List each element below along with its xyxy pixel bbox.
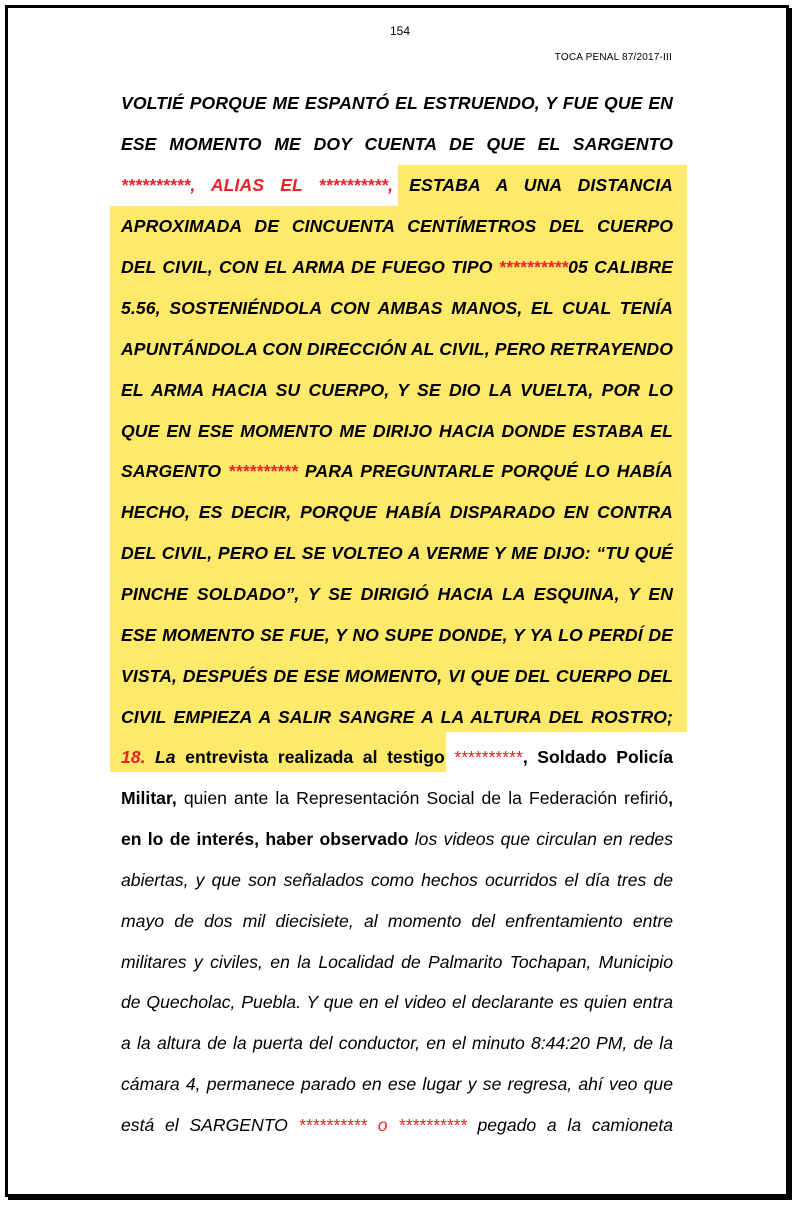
text-line: QUE EN ESE MOMENTO ME DIRIJO HACIA DONDE ESTABA EL [121, 421, 673, 441]
text-line: PINCHE SOLDADO”, Y SE DIRIGIÓ HACIA LA ESQUINA, Y EN [121, 584, 673, 604]
text-line: EL ARMA HACIA SU CUERPO, Y SE DIO LA VUELTA, POR LO [121, 380, 673, 400]
text-line: SARGENTO ********** PARA PREGUNTARLE PORQUÉ LO HABÍA [121, 461, 673, 481]
paragraph-number: 18. [121, 747, 146, 767]
redacted-text: ********** [298, 1115, 368, 1135]
page-number: 154 [389, 24, 411, 38]
text-line: **********, ALIAS EL **********, ESTABA A UNA DISTANCIA [121, 175, 673, 195]
case-reference: TOCA PENAL 87/2017-III [554, 52, 672, 63]
text-line: ESE MOMENTO ME DOY CUENTA DE QUE EL SARGENTO [121, 134, 673, 154]
text-line: HECHO, ES DECIR, PORQUE HABÍA DISPARADO EN CONTRA [121, 502, 673, 522]
text-line: DEL CIVIL, PERO EL SE VOLTEO A VERME Y ME DIJO: “TU QUÉ [121, 543, 673, 563]
text-line: en lo de interés, haber observado los videos que circulan en redes [121, 829, 673, 849]
redacted-text: ********** [398, 1115, 467, 1135]
text-line: ESE MOMENTO SE FUE, Y NO SUPE DONDE, Y YA LO PERDÍ DE [121, 625, 673, 645]
text-line: 5.56, SOSTENIÉNDOLA CON AMBAS MANOS, EL CUAL TENÍA [121, 298, 673, 318]
text-line: VOLTIÉ PORQUE ME ESPANTÓ EL ESTRUENDO, Y FUE QUE EN [121, 93, 673, 113]
text-line: DEL CIVIL, CON EL ARMA DE FUEGO TIPO **********05 CALIBRE [121, 257, 673, 277]
text-line: de Quecholac, Puebla. Y que en el video el declarante es quien entra [121, 992, 673, 1012]
text-line: APROXIMADA DE CINCUENTA CENTÍMETROS DEL CUERPO [121, 216, 673, 236]
redacted-text: ********** [228, 461, 298, 481]
redacted-text: **********, ALIAS EL **********, [121, 175, 394, 195]
text-line: APUNTÁNDOLA CON DIRECCIÓN AL CIVIL, PERO RETRAYENDO [121, 339, 673, 359]
text-line: a la altura de la puerta del conductor, en el minuto 8:44:20 PM, de la [121, 1033, 673, 1053]
text-line: CIVIL EMPIEZA A SALIR SANGRE A LA ALTURA DEL ROSTRO; [121, 707, 673, 727]
text-line: está el SARGENTO ********** o ********** pegado a la camioneta [121, 1115, 674, 1135]
text-line: mayo de dos mil diecisiete, al momento del enfrentamiento entre [121, 911, 673, 931]
text-line: abiertas, y que son señalados como hechos ocurridos el día tres de [121, 870, 673, 890]
text-line: militares y civiles, en la Localidad de Palmarito Tochapan, Municipio [121, 952, 673, 972]
text-line: 18. La entrevista realizada al testigo **********, Soldado Policía [121, 747, 673, 767]
redacted-text: ********** [454, 747, 523, 767]
redacted-text: ********** [498, 257, 569, 277]
text-line: VISTA, DESPUÉS DE ESE MOMENTO, VI QUE DEL CUERPO DEL [121, 666, 673, 686]
text-line: Militar, quien ante la Representación Social de la Federación refirió, [121, 788, 673, 808]
text-line: cámara 4, permanece parado en ese lugar y se regresa, ahí veo que [121, 1074, 673, 1094]
